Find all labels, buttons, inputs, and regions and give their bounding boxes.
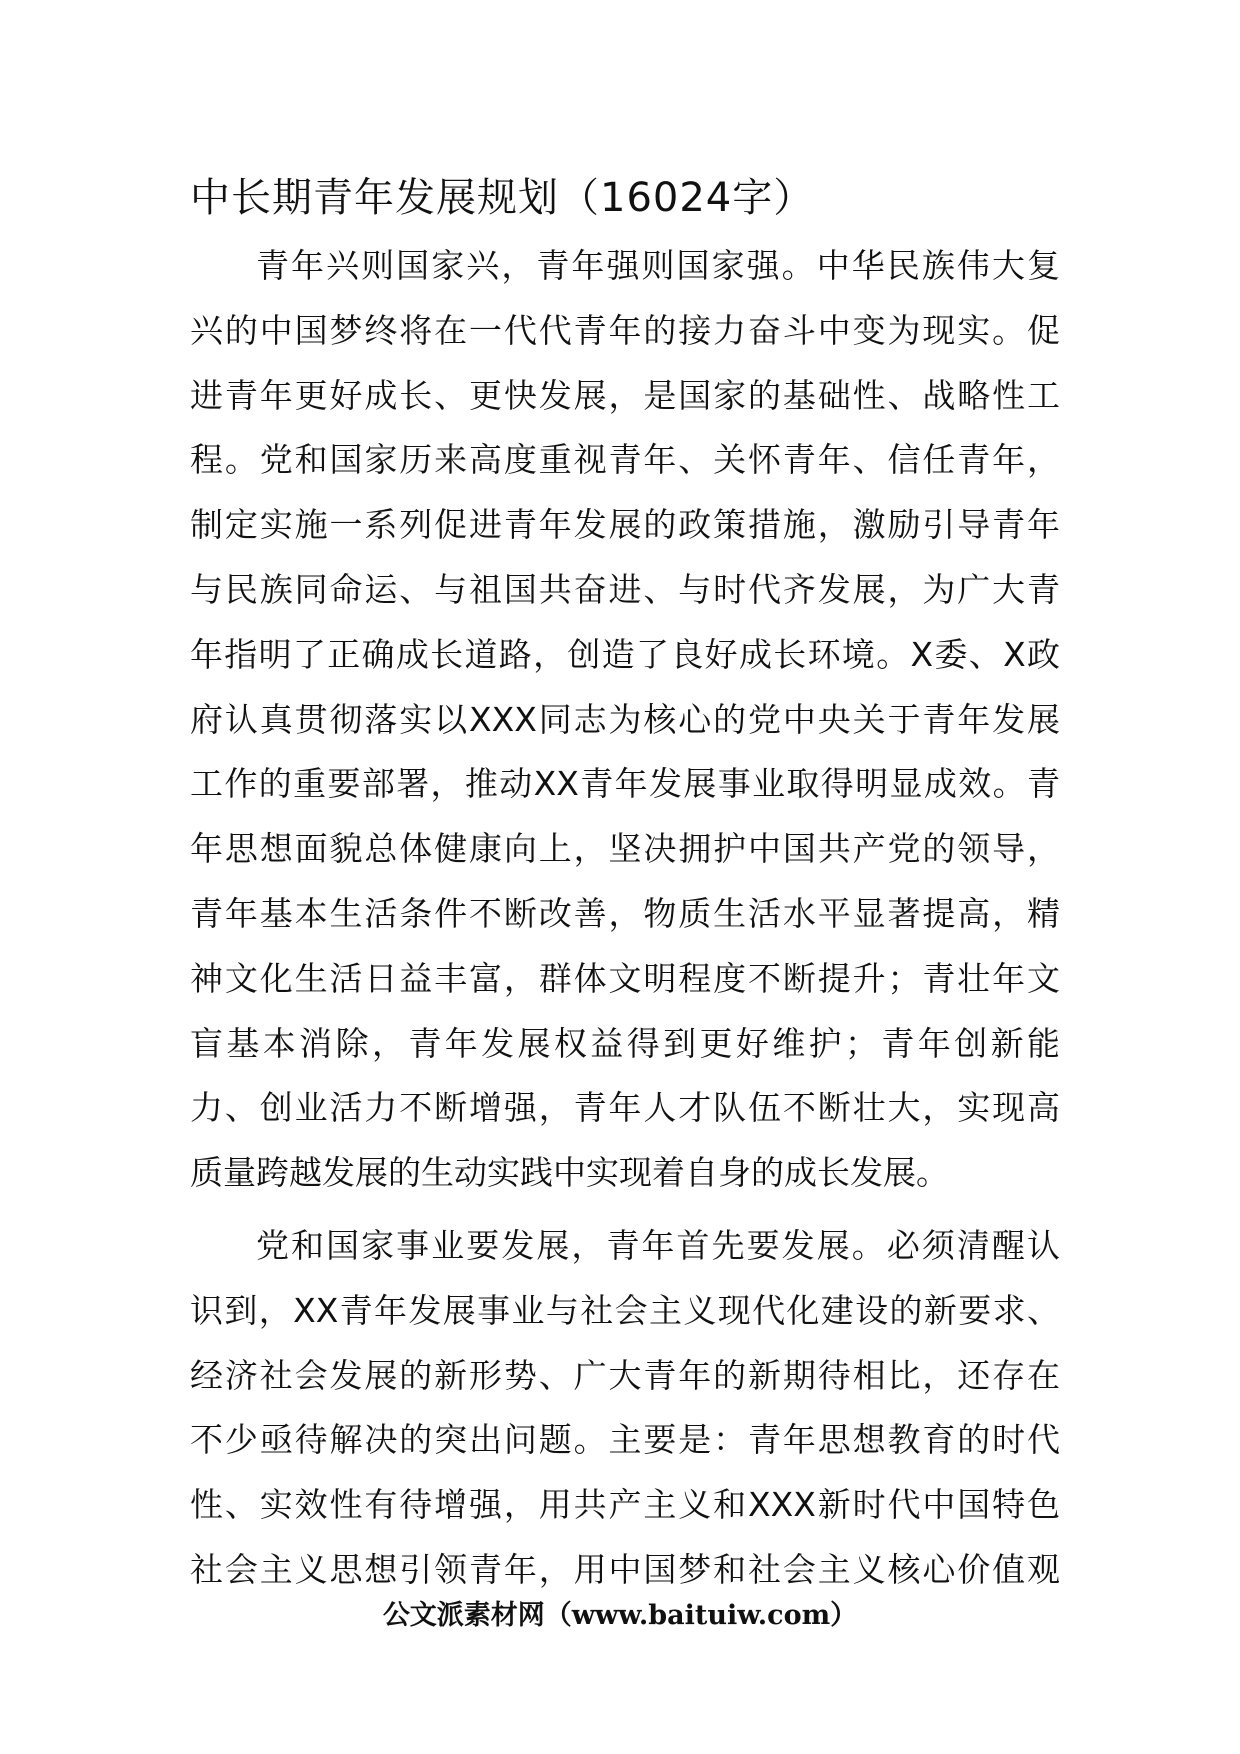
paragraph-line: 与民族同命运、与祖国共奋进、与时代齐发展，为广大青	[190, 569, 1060, 609]
paragraph-1	[190, 234, 1060, 1206]
paragraph-line: 兴的中国梦终将在一代代青年的接力奋斗中变为现实。促	[190, 310, 1060, 350]
paragraph-line: 性、实效性有待增强，用共产主义和XXX新时代中国特色	[190, 1485, 1060, 1525]
paragraph-line: 力、创业活力不断增强，青年人才队伍不断壮大，实现高	[190, 1088, 1060, 1128]
document-title: 中长期青年发展规划（16024字）	[190, 175, 815, 221]
paragraph-line: 质量跨越发展的生动实践中实现着自身的成长发展。	[190, 1153, 949, 1193]
document-page	[190, 168, 1060, 1603]
paragraph-line: 不少亟待解决的突出问题。主要是：青年思想教育的时代	[190, 1420, 1060, 1460]
paragraph-line: 识到，XX青年发展事业与社会主义现代化建设的新要求、	[190, 1290, 1060, 1330]
footer-watermark-text: 公文派素材网（www.baituiw.com）	[382, 1600, 858, 1631]
paragraph-line: 程。党和国家历来高度重视青年、关怀青年、信任青年，	[190, 440, 1060, 480]
paragraph-line: 神文化生活日益丰富，群体文明程度不断提升；青壮年文	[190, 958, 1060, 998]
paragraph-line: 社会主义思想引领青年，用中国梦和社会主义核心价值观	[190, 1549, 1060, 1589]
paragraph-line: 年指明了正确成长道路，创造了良好成长环境。X委、X政	[190, 634, 1060, 674]
paragraph-line: 青年兴则国家兴，青年强则国家强。中华民族伟大复	[256, 246, 1060, 285]
paragraph-line: 制定实施一系列促进青年发展的政策措施，激励引导青年	[190, 505, 1060, 545]
paragraph-line: 经济社会发展的新形势、广大青年的新期待相比，还存在	[190, 1355, 1060, 1395]
paragraph-line: 府认真贯彻落实以XXX同志为核心的党中央关于青年发展	[190, 699, 1060, 739]
paragraph-line: 青年基本生活条件不断改善，物质生活水平显著提高，精	[190, 893, 1060, 933]
paragraph-line: 进青年更好成长、更快发展，是国家的基础性、战略性工	[190, 375, 1060, 415]
paragraph-line: 工作的重要部署，推动XX青年发展事业取得明显成效。青	[190, 764, 1060, 804]
paragraph-line: 盲基本消除，青年发展权益得到更好维护；青年创新能	[190, 1023, 1060, 1063]
paragraph-2	[190, 1214, 1060, 1603]
paragraph-line: 年思想面貌总体健康向上，坚决拥护中国共产党的领导，	[190, 829, 1060, 869]
paragraph-line: 党和国家事业要发展，青年首先要发展。必须清醒认	[256, 1225, 1060, 1265]
